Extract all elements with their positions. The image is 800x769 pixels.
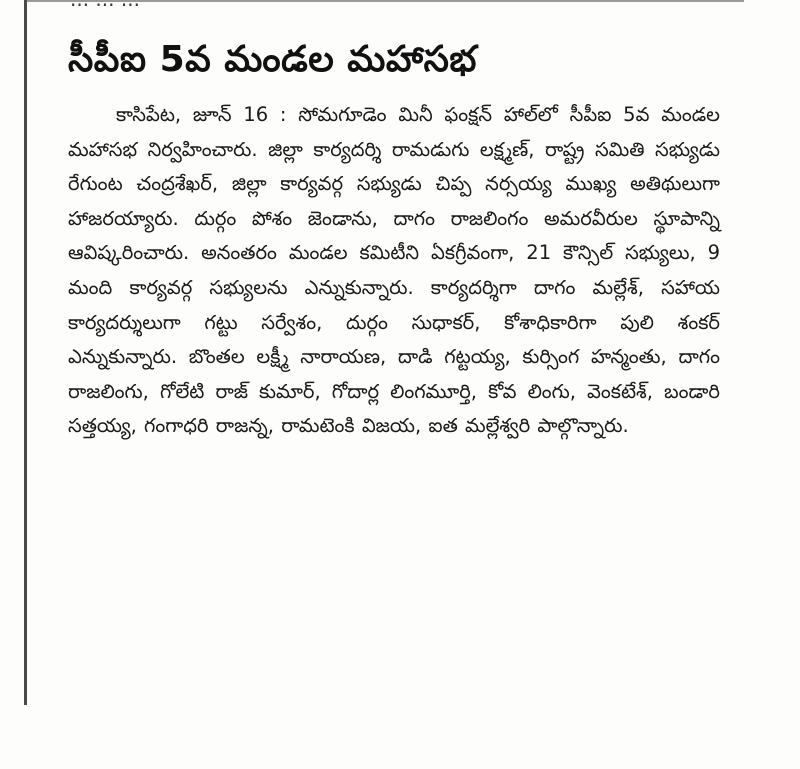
left-column-rule	[24, 0, 27, 705]
article-body: కాసిపేట, జూన్ 16 : సోమగూడెం మినీ ఫంక్షన్ హాల్‌లో సీపీఐ 5వ మండల మహాసభ నిర్వహించారు. జిల్లా కార్యదర్శి రామడుగు లక్ష్మణ్, రాష్ట్ర సమితి సభ్యుడు రేగుంట చంద్రశేఖర్, జిల్లా కార్యవర్గ సభ్యుడు చిప్ప నర్సయ్య ముఖ్య అతిథులుగా హాజరయ్యారు. దుర్గం పోశం జెండాను, దాగం రాజలింగం అమరవీరుల స్థూపాన్ని ఆవిష్కరించారు. అనంతరం మండల కమిటీని ఏకగ్రీవంగా, 21 కౌన్సిల్ సభ్యులు, 9 మంది కార్యవర్గ సభ్యులను ఎన్నుకున్నారు. కార్యదర్శిగా దాగం మల్లేశ్, సహాయ కార్యదర్శులుగా గట్టు సర్వేశం, దుర్గం సుధాకర్, కోశాధికారిగా పులి శంకర్ ఎన్నుకున్నారు. బొంతల లక్ష్మీ నారాయణ, దాడి గట్టయ్య, కుర్సింగ హన్మంతు, దాగం రాజలింగు, గోలేటి రాజ్ కుమార్, గోదార్ల లింగమూర్తి, కోవ లింగు, వెంకటేశ్, బండారి సత్తయ్య, గంగాధరి రాజన్న, రామటెంకి విజయ, ఐత మల్లేశ్వరి పాల్గొన్నారు.	[68, 103, 720, 438]
previous-article-fragment	[70, 0, 500, 10]
article-headline: సీపీఐ 5వ మండల మహాసభ	[68, 39, 477, 80]
